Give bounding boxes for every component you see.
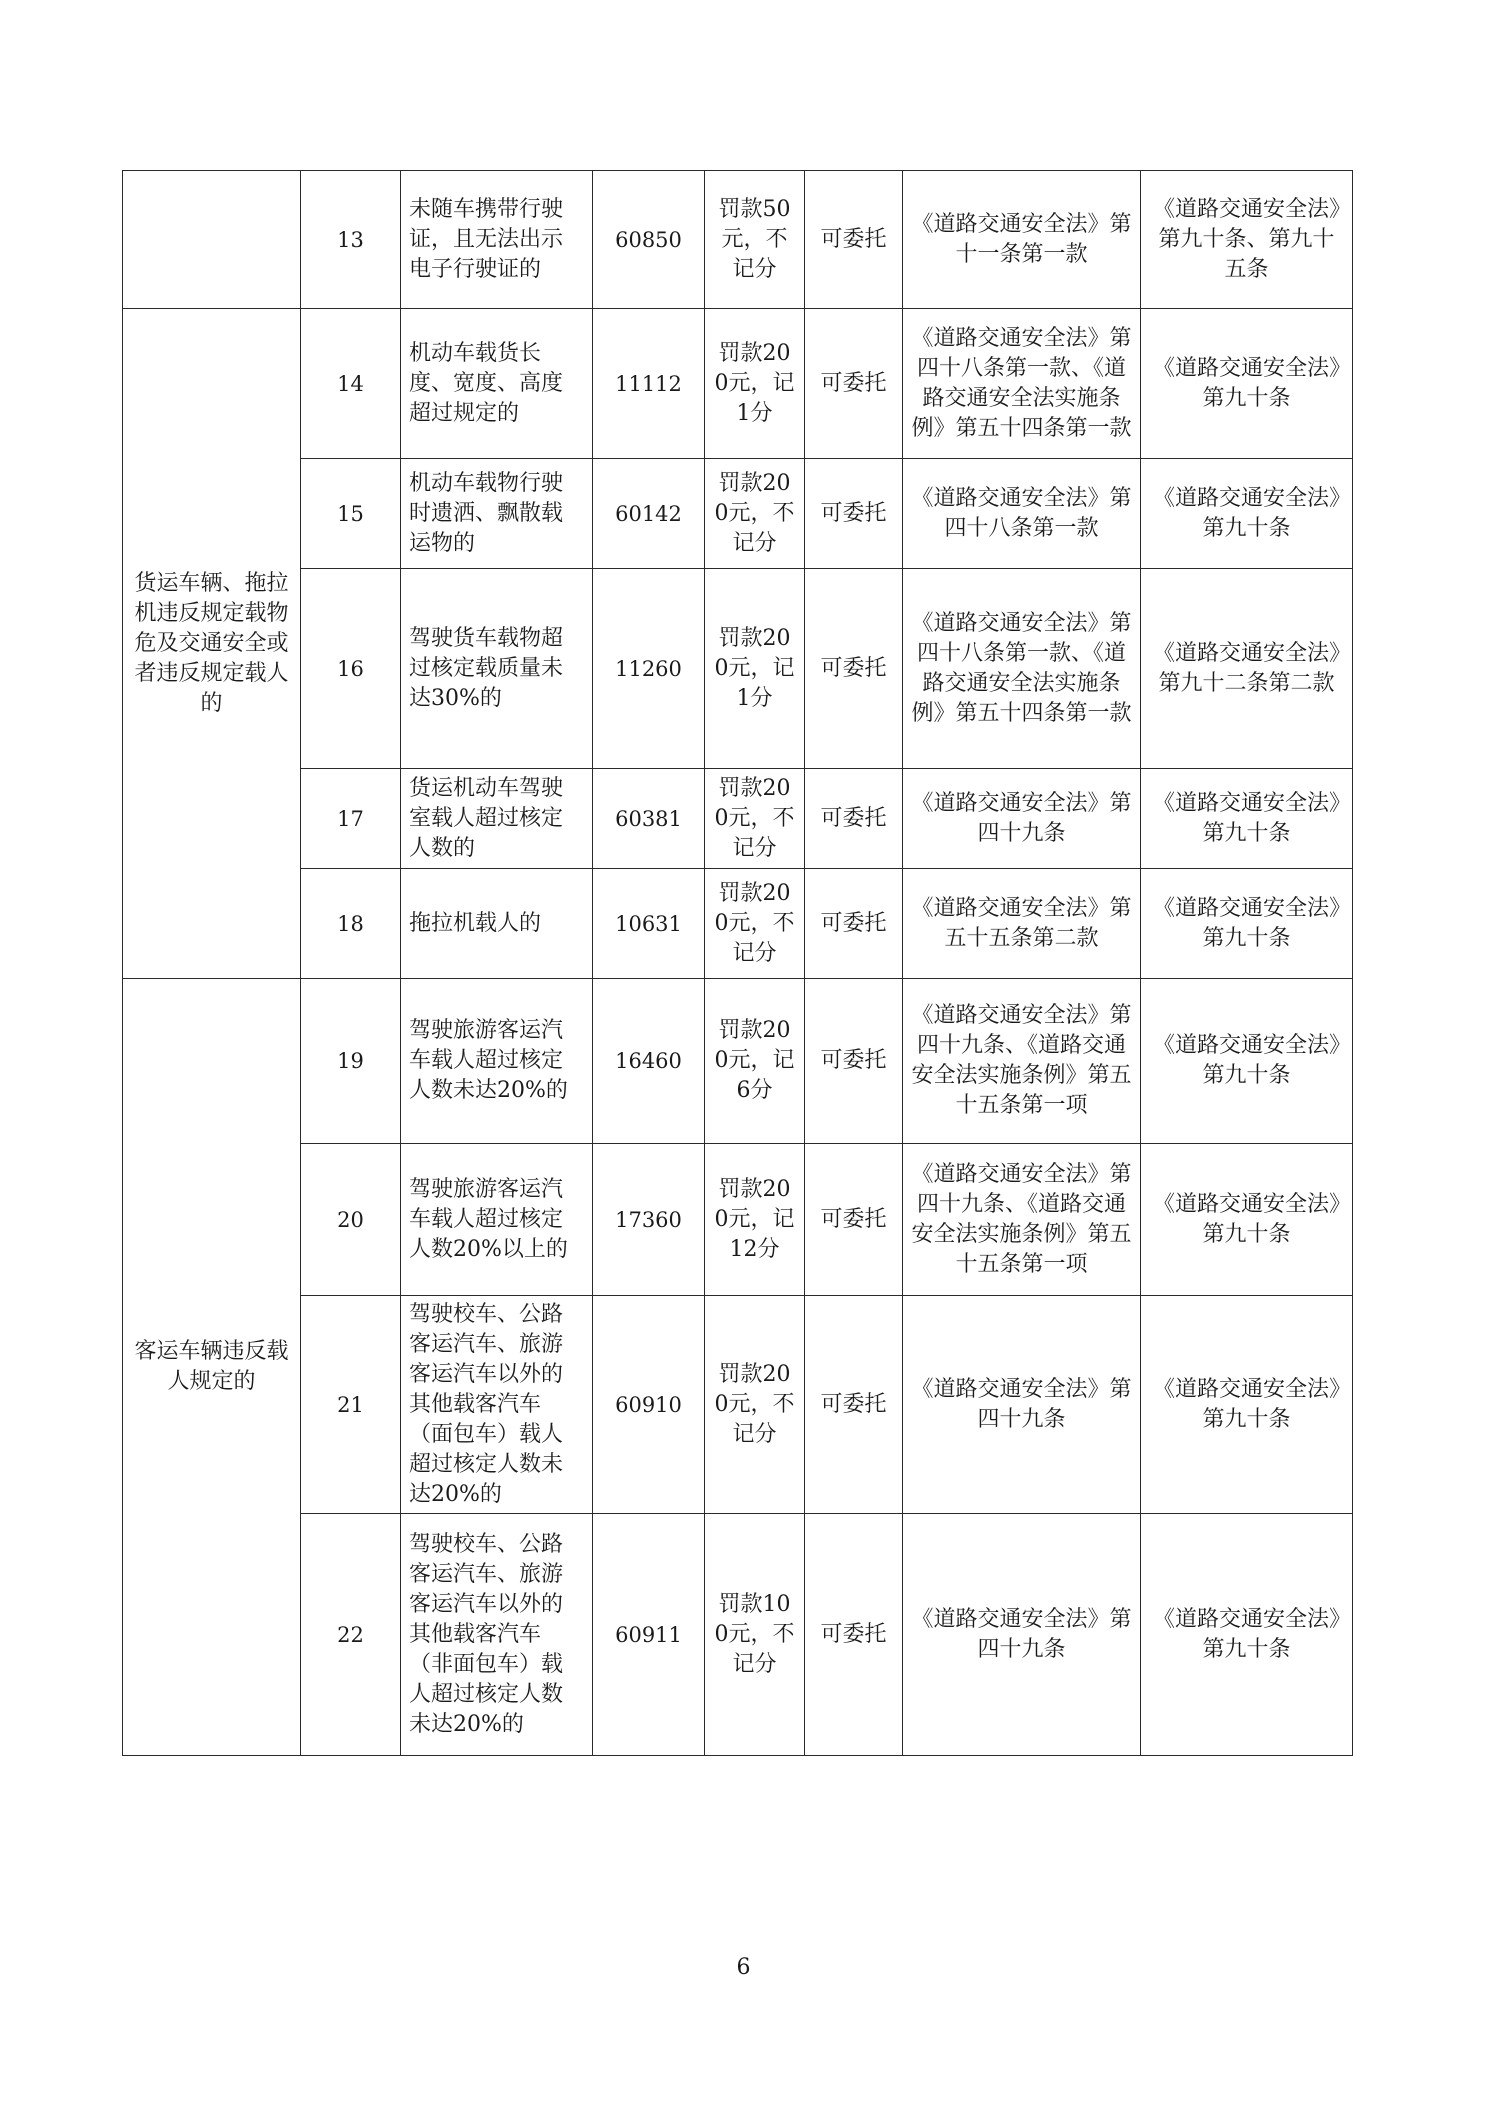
handling-cell: 可委托: [805, 459, 903, 569]
violation-code: 60142: [593, 459, 705, 569]
category-cell: [123, 171, 301, 309]
category-cell: 客运车辆违反载人规定的: [123, 979, 301, 1756]
table-row: [123, 769, 1353, 869]
penalty-cell: 罚款200元，记12分: [705, 1144, 805, 1296]
violation-behavior: 机动车载物行驶时遗洒、飘散载运物的: [401, 459, 593, 569]
penalty-basis-cell: 《道路交通安全法》第九十条: [1141, 309, 1353, 459]
handling-cell: 可委托: [805, 1514, 903, 1756]
penalty-cell: 罚款200元，不记分: [705, 769, 805, 869]
row-number: 13: [301, 171, 401, 309]
penalty-cell: 罚款200元，记1分: [705, 569, 805, 769]
violation-behavior: 拖拉机载人的: [401, 869, 593, 979]
violation-code: 11112: [593, 309, 705, 459]
table-row: [123, 1144, 1353, 1296]
violation-table: [122, 170, 1353, 1756]
penalty-basis-cell: 《道路交通安全法》第九十二条第二款: [1141, 569, 1353, 769]
penalty-cell: 罚款200元，记6分: [705, 979, 805, 1144]
penalty-basis-cell: 《道路交通安全法》第九十条、第九十五条: [1141, 171, 1353, 309]
penalty-basis-cell: 《道路交通安全法》第九十条: [1141, 869, 1353, 979]
penalty-cell: 罚款200元，记1分: [705, 309, 805, 459]
violation-code: 16460: [593, 979, 705, 1144]
violation-behavior: 驾驶校车、公路客运汽车、旅游客运汽车以外的其他载客汽车（非面包车）载人超过核定人数未达20%的: [401, 1514, 593, 1756]
handling-cell: 可委托: [805, 1296, 903, 1514]
row-number: 19: [301, 979, 401, 1144]
violation-code: 60911: [593, 1514, 705, 1756]
violation-code: 60850: [593, 171, 705, 309]
violated-law-cell: 《道路交通安全法》第四十九条: [903, 1296, 1141, 1514]
table-row: [123, 869, 1353, 979]
violation-behavior: 机动车载货长度、宽度、高度超过规定的: [401, 309, 593, 459]
table-row: [123, 1514, 1353, 1756]
violated-law-cell: 《道路交通安全法》第四十九条: [903, 1514, 1141, 1756]
row-number: 20: [301, 1144, 401, 1296]
penalty-cell: 罚款100元，不记分: [705, 1514, 805, 1756]
handling-cell: 可委托: [805, 979, 903, 1144]
violation-behavior: 未随车携带行驶证，且无法出示电子行驶证的: [401, 171, 593, 309]
violated-law-cell: 《道路交通安全法》第四十九条、《道路交通安全法实施条例》第五十五条第一项: [903, 1144, 1141, 1296]
penalty-basis-cell: 《道路交通安全法》第九十条: [1141, 979, 1353, 1144]
category-cell: 货运车辆、拖拉机违反规定载物危及交通安全或者违反规定载人的: [123, 309, 301, 979]
violated-law-cell: 《道路交通安全法》第四十八条第一款、《道路交通安全法实施条例》第五十四条第一款: [903, 309, 1141, 459]
penalty-basis-cell: 《道路交通安全法》第九十条: [1141, 459, 1353, 569]
violation-code: 60910: [593, 1296, 705, 1514]
penalty-cell: 罚款200元，不记分: [705, 459, 805, 569]
table-row: [123, 309, 1353, 459]
table-row: [123, 171, 1353, 309]
violated-law-cell: 《道路交通安全法》第四十八条第一款: [903, 459, 1141, 569]
violation-behavior: 驾驶旅游客运汽车载人超过核定人数未达20%的: [401, 979, 593, 1144]
table-row: [123, 459, 1353, 569]
violation-behavior: 驾驶货车载物超过核定载质量未达30%的: [401, 569, 593, 769]
violation-code: 17360: [593, 1144, 705, 1296]
handling-cell: 可委托: [805, 769, 903, 869]
penalty-basis-cell: 《道路交通安全法》第九十条: [1141, 1514, 1353, 1756]
handling-cell: 可委托: [805, 569, 903, 769]
row-number: 16: [301, 569, 401, 769]
table-row: [123, 1296, 1353, 1514]
violated-law-cell: 《道路交通安全法》第十一条第一款: [903, 171, 1141, 309]
penalty-cell: 罚款200元，不记分: [705, 869, 805, 979]
table-row: [123, 979, 1353, 1144]
penalty-basis-cell: 《道路交通安全法》第九十条: [1141, 1144, 1353, 1296]
row-number: 21: [301, 1296, 401, 1514]
violated-law-cell: 《道路交通安全法》第四十九条、《道路交通安全法实施条例》第五十五条第一项: [903, 979, 1141, 1144]
violated-law-cell: 《道路交通安全法》第四十九条: [903, 769, 1141, 869]
violated-law-cell: 《道路交通安全法》第五十五条第二款: [903, 869, 1141, 979]
handling-cell: 可委托: [805, 869, 903, 979]
violation-code: 11260: [593, 569, 705, 769]
handling-cell: 可委托: [805, 1144, 903, 1296]
violation-behavior: 驾驶校车、公路客运汽车、旅游客运汽车以外的其他载客汽车（面包车）载人超过核定人数未达20%的: [401, 1296, 593, 1514]
penalty-cell: 罚款50元，不记分: [705, 171, 805, 309]
table-row: [123, 569, 1353, 769]
penalty-basis-cell: 《道路交通安全法》第九十条: [1141, 769, 1353, 869]
handling-cell: 可委托: [805, 171, 903, 309]
violated-law-cell: 《道路交通安全法》第四十八条第一款、《道路交通安全法实施条例》第五十四条第一款: [903, 569, 1141, 769]
row-number: 14: [301, 309, 401, 459]
violation-behavior: 驾驶旅游客运汽车载人超过核定人数20%以上的: [401, 1144, 593, 1296]
row-number: 22: [301, 1514, 401, 1756]
violation-code: 10631: [593, 869, 705, 979]
row-number: 15: [301, 459, 401, 569]
penalty-basis-cell: 《道路交通安全法》第九十条: [1141, 1296, 1353, 1514]
violation-code: 60381: [593, 769, 705, 869]
penalty-cell: 罚款200元，不记分: [705, 1296, 805, 1514]
page-number: 6: [736, 1955, 751, 1980]
violation-behavior: 货运机动车驾驶室载人超过核定人数的: [401, 769, 593, 869]
row-number: 18: [301, 869, 401, 979]
handling-cell: 可委托: [805, 309, 903, 459]
row-number: 17: [301, 769, 401, 869]
